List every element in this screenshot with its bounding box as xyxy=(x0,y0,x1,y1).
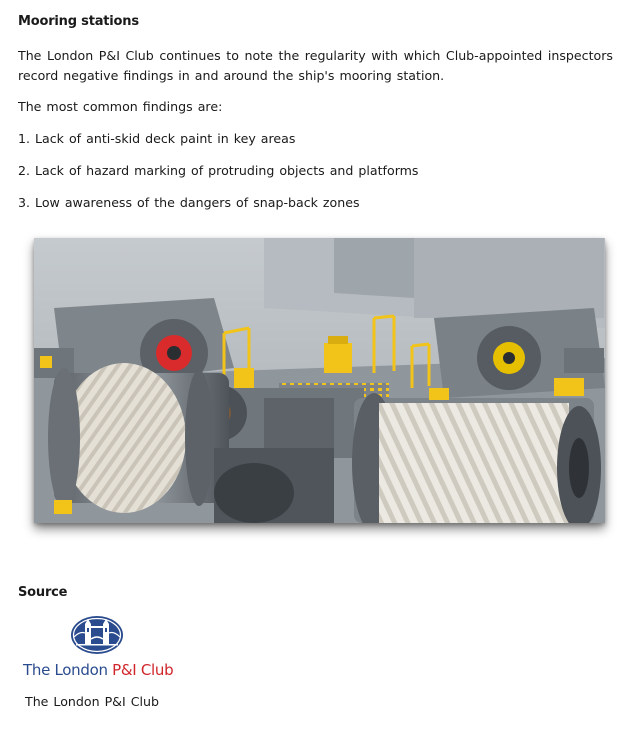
section-title: Mooring stations xyxy=(18,14,139,29)
logo-wordmark xyxy=(23,661,173,679)
source-heading: Source xyxy=(18,585,68,600)
tower-bridge-emblem-icon xyxy=(70,615,124,655)
london-pi-club-logo xyxy=(70,615,124,655)
finding-item-3: 3. Low awareness of the dangers of snap-back zones xyxy=(18,195,360,210)
mooring-station-photo xyxy=(34,238,605,523)
intro-paragraph: The London P&I Club continues to note the regularity with which Club-appointed inspectors record negative findings in and around the ship's mooring station. xyxy=(18,48,613,83)
logo-wordmark-blue: The London xyxy=(23,661,113,679)
finding-item-2: 2. Lack of hazard marking of protruding objects and platforms xyxy=(18,163,419,178)
source-caption: The London P&I Club xyxy=(25,694,159,709)
common-findings-label: The most common findings are: xyxy=(18,99,223,114)
logo-wordmark-red: P&I Club xyxy=(112,661,174,679)
finding-item-1: 1. Lack of anti-skid deck paint in key areas xyxy=(18,131,296,146)
mooring-winch-illustration xyxy=(34,238,605,523)
